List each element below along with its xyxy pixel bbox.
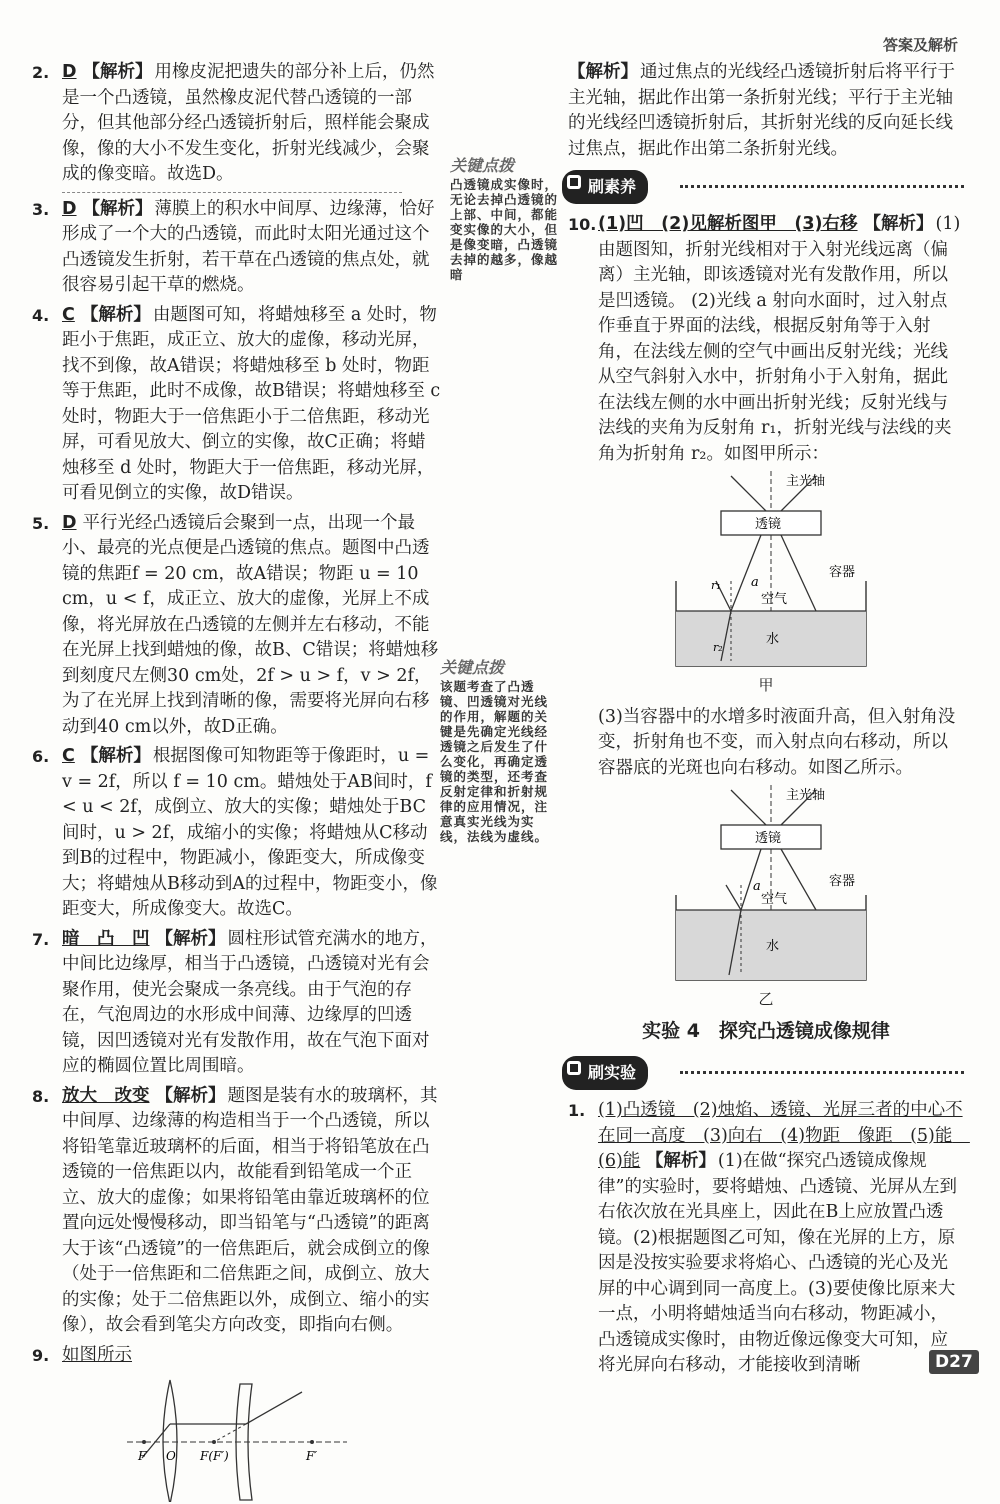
water-label: 水 — [766, 939, 780, 954]
divider — [62, 192, 402, 193]
question-number: 3. — [32, 199, 50, 219]
r1-label: r₁ — [711, 579, 721, 592]
answer: D — [62, 512, 77, 533]
brush-icon — [564, 1058, 584, 1078]
analysis-text: 根据图像可知物距等于像距时，u = v = 2f，所以 f = 10 cm。蜡烛处于AB间时，f < u < 2f，成倒立、放大的实像；蜡烛处于BC间时，u > 2f，成缩小的实像；将蜡烛从C移动到B的过程中，物距减小，像距变大，所成像变大；将蜡烛从B移动到A的过程中，物距变小，像距变大，所成像变大。故选C。 — [62, 746, 438, 919]
key-tip-note-1 — [450, 158, 558, 282]
key-tip-note-2 — [440, 660, 548, 844]
brush-icon — [564, 172, 584, 192]
analysis-tag: 【解析】 — [80, 304, 151, 325]
banner-label: 刷素养 — [562, 170, 648, 204]
banner-shiyan — [562, 1054, 964, 1088]
analysis-text: 题图是装有水的玻璃杯，其中间厚、边缘薄的构造相当于一个凸透镜，所以将铅笔靠近玻璃杯的后面，相当于将铅笔放在凸透镜的一倍焦距以内，故能看到铅笔成一个正立、放大的虚像；如果将铅笔由靠近玻璃杯的位置向远处慢慢移动，即当铅笔与“凸透镜”的距离大于该“凸透镜”的一倍焦距后，就会成倒立的像（处于一倍焦距和二倍焦距之间，成倒立、放大的实像；处于二倍焦距以外，成倒立、缩小的实像），故会看到笔尖方向改变，即指向右侧。 — [62, 1085, 438, 1335]
focal-label-f-prime: F′ — [306, 1449, 318, 1463]
air-label: 空气 — [761, 892, 788, 907]
experiment-question-1 — [568, 1098, 970, 1379]
analysis-tag: 【解析】 — [80, 746, 151, 766]
q9-analysis — [568, 60, 964, 162]
answer: D — [62, 62, 77, 82]
question-8 — [32, 1084, 442, 1339]
question-number: 6. — [32, 747, 50, 766]
question-number: 8. — [32, 1086, 50, 1106]
right-column — [568, 60, 970, 1383]
note-title: 关键点拨 — [440, 658, 505, 677]
question-number: 10. — [568, 215, 597, 234]
question-number: 1. — [568, 1101, 586, 1120]
question-4 — [32, 303, 442, 507]
figure-caption-jia: 甲 — [758, 676, 774, 694]
ray-a-label: a — [751, 575, 759, 590]
water-label: 水 — [766, 632, 780, 647]
ray-a-label: a — [753, 879, 761, 894]
answer-text: 如图所示 — [62, 1344, 132, 1365]
left-column — [32, 60, 442, 1504]
question-3 — [32, 197, 442, 299]
banner-suyang — [562, 168, 964, 202]
note-title: 关键点拨 — [450, 156, 515, 175]
question-number: 7. — [32, 929, 50, 949]
lens-ray-diagram — [122, 1372, 352, 1502]
analysis-text: 平行光经凸透镜后会聚到一点，出现一个最小、最亮的光点便是凸透镜的焦点。题图中凸透镜的焦距f = 20 cm，故A错误；物距 u = 10 cm，u < f，成正立、放大的虚像，光屏上不成像，将光屏放在凸透镜的左侧并左右移动，不能在光屏上找到蜡烛的像，故B、C错误；将蜡烛移到刻度尺左侧30 cm处，2f > u > f，v > 2f，为了在光屏上找到清晰的像，需要将光屏向右移动到40 cm以外，故D正确。 — [62, 512, 439, 737]
focal-label-f: F — [138, 1449, 147, 1463]
analysis-tag: 【解析】 — [82, 198, 153, 219]
lens-label: 透镜 — [755, 831, 782, 846]
banner-dotted-line — [680, 1071, 964, 1074]
axis-label: 主光轴 — [786, 788, 826, 803]
note-text: 该题考查了凸透镜、凹透镜对光线的作用，解题的关键是先确定光线经透镜之后发生了什么变化，再确定透镜的类型，还考查反射定律和折射规律的应用情况，注意真实光线为实线，法线为虚线。 — [440, 679, 549, 844]
analysis-tag: 【解析】 — [568, 62, 638, 82]
container-label: 容器 — [829, 874, 856, 889]
analysis-text: 圆柱形试管充满水的地方，中间比边缘厚，相当于凸透镜，凸透镜对光有会聚作用，使光会聚成一条亮线。由于气泡的存在，气泡周边的水形成中间薄、边缘厚的凹透镜，因凹透镜对光有发散作用，故在气泡下面对应的椭圆位置比周围暗。 — [62, 928, 438, 1076]
question-number: 4. — [32, 305, 50, 325]
analysis-text: (1)在做“探究凸透镜成像规律”的实验时，要将蜡烛、凸透镜、光屏从左到右依次放在光具座上，因此在B上应放置凸透镜。(2)根据题图乙可知，像在光屏的上方，原因是没按实验要求将焰心、凸透镜的光心及光屏的中心调到同一高度上。(3)要使像比原来大一点，小明将蜡烛适当向右移动，物距减小，凸透镜成实像时，由物近像远像变大可知，应将光屏向右移动，才能接收到清晰 — [598, 1151, 957, 1375]
answer: 放大 改变 — [62, 1085, 150, 1106]
banner-dotted-line — [680, 185, 964, 188]
answer: C — [62, 304, 75, 325]
question-10 — [568, 212, 964, 467]
answer: (1)凹 (2)见解析图甲 (3)右移 — [598, 214, 858, 234]
answer: (1)凸透镜 (2)烛焰、透镜、光屏三者的中心不在同一高度 (3)向右 (4)物距 像距 (5)能 (6)能 — [598, 1100, 970, 1171]
air-label: 空气 — [761, 592, 788, 607]
origin-label: O — [166, 1449, 176, 1463]
analysis-text-1: (1)由题图知，折射光线相对于入射光线远离（偏离）主光轴，即该透镜对光有发散作用，所以是凹透镜。 — [598, 214, 961, 311]
figure-jia — [631, 471, 901, 671]
analysis-text: 由题图可知，将蜡烛移至 a 处时，物距小于焦距，成正立、放大的虚像，移动光屏，找不到像，故A错误；将蜡烛移至 b 处时，物距等于焦距，此时不成像，故B错误；将蜡烛移至 c 处时，物距大于一倍焦距小于二倍焦距，移动光屏，可看见放大、倒立的实像，故C正确；将蜡烛移至 d 处时，物距大于一倍焦距，移动光屏，可看见倒立的实像，故D错误。 — [62, 304, 441, 503]
section-title: 实验 4 探究凸透镜成像规律 — [642, 1019, 890, 1042]
analysis-tag: 【解析】 — [155, 1085, 226, 1106]
figure-yi — [631, 785, 901, 985]
question-5 — [32, 511, 442, 741]
lens-label: 透镜 — [755, 517, 782, 532]
question-6 — [32, 744, 442, 923]
page-header: 答案及解析 — [882, 36, 958, 54]
question-number: 5. — [32, 513, 50, 533]
analysis-tag: 【解析】 — [155, 928, 226, 949]
question-number: 2. — [32, 63, 50, 82]
banner-label: 刷实验 — [562, 1056, 648, 1090]
analysis-tag: 【解析】 — [645, 1151, 716, 1171]
note-text: 凸透镜成实像时，无论去掉凸透镜的上部、中间，都能变实像的大小，但是像变暗，凸透镜去掉的越多，像越暗 — [450, 177, 559, 282]
answer: 暗 凸 凹 — [62, 928, 150, 949]
question-2 — [32, 60, 442, 188]
page-number: D27 — [929, 1350, 979, 1374]
analysis-tag: 【解析】 — [863, 214, 934, 234]
r2-label: r₂ — [713, 641, 723, 654]
analysis-text-3: (3)当容器中的水增多时液面升高，但入射角没变，折射角也不变，而入射点向右移动，所以容器底的光斑也向右移动。如图乙所示。 — [598, 706, 956, 778]
question-9 — [32, 1343, 442, 1369]
analysis-text-2: (2)光线 a 射向水面时，过入射点作垂直于界面的法线，根据反射角等于入射角，在法线左侧的空气中画出反射光线；光线从空气斜射入水中，折射角小于入射角，据此在法线左侧的水中画出折射光线；反射光线与法线的夹角为反射角 r₁，折射光线与法线的夹角为折射角 r₂。如图甲所示： — [598, 290, 952, 464]
question-number: 9. — [32, 1345, 50, 1365]
focal-label-ff: F(F′) — [200, 1449, 229, 1463]
analysis-tag: 【解析】 — [82, 62, 153, 82]
analysis-text: 用橡皮泥把遗失的部分补上后，仍然是一个凸透镜，虽然橡皮泥代替凸透镜的一部分，但其他部分经凸透镜折射后，照样能会聚成像，像的大小不发生变化，折射光线减少，会聚成的像变暗。故选D。 — [62, 62, 435, 184]
container-label: 容器 — [829, 565, 856, 580]
answer: C — [62, 746, 75, 766]
answer: D — [62, 198, 77, 219]
analysis-text: 薄膜上的积水中间厚、边缘薄，恰好形成了一个大的凸透镜，而此时太阳光通过这个凸透镜发生折射，若干草在凸透镜的焦点处，就很容易引起干草的燃烧。 — [62, 198, 435, 295]
axis-label: 主光轴 — [786, 474, 826, 489]
question-7 — [32, 927, 442, 1080]
figure-caption-yi: 乙 — [758, 990, 774, 1008]
analysis-text: 通过焦点的光线经凸透镜折射后将平行于主光轴，据此作出第一条折射光线；平行于主光轴的光线经凹透镜折射后，其折射光线的反向延长线过焦点，据此作出第二条折射光线。 — [568, 62, 955, 159]
